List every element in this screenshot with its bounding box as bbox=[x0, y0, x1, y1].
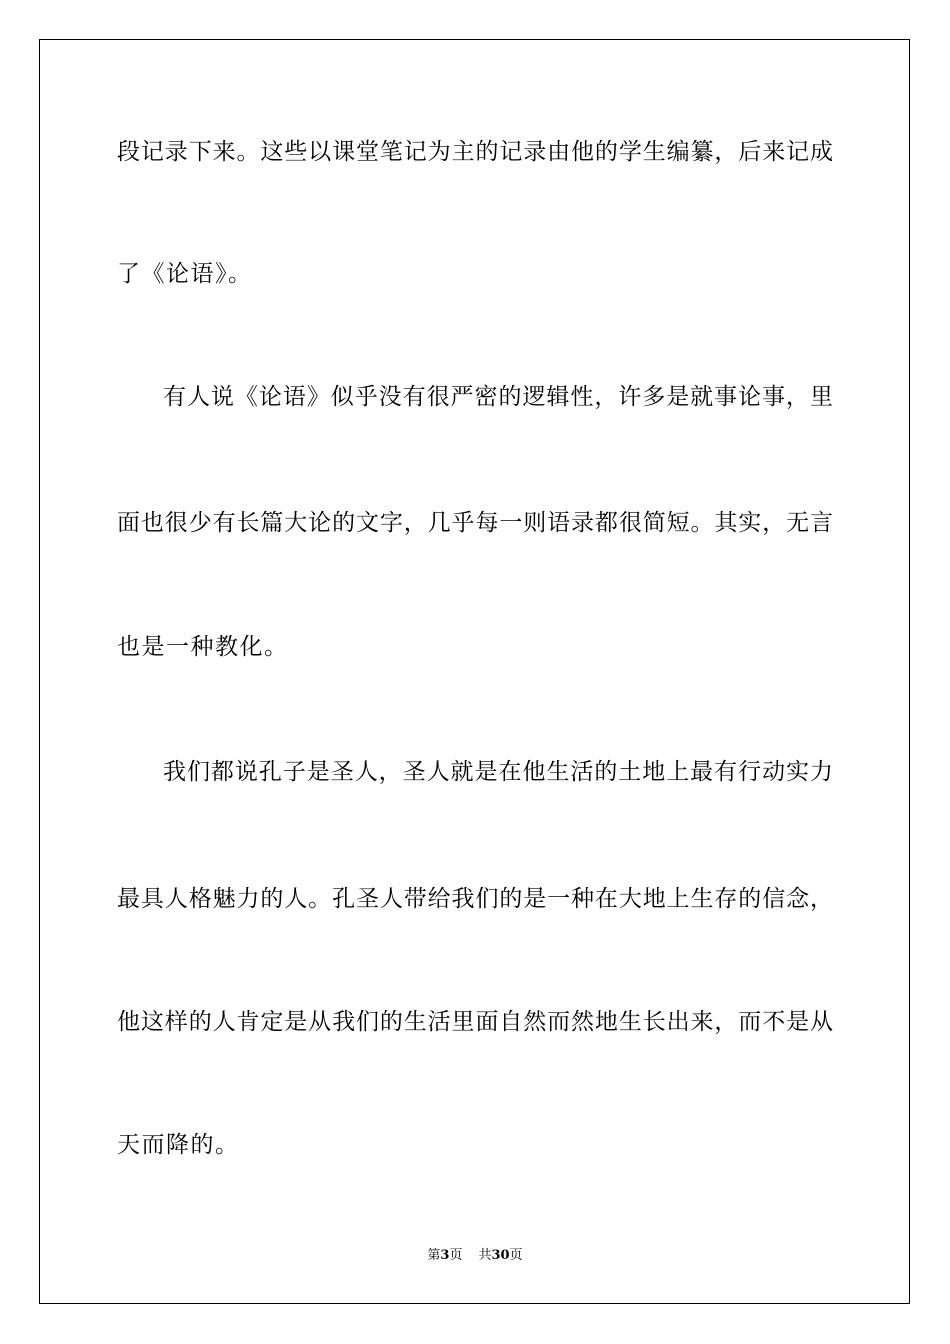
total-prefix: 共 bbox=[478, 1248, 492, 1263]
body-line-6: 我们都说孔子是圣人，圣人就是在他生活的土地上最有行动实力 bbox=[163, 759, 833, 785]
body-line-5: 也是一种教化。 bbox=[117, 634, 289, 660]
page-prefix: 第 bbox=[427, 1248, 441, 1263]
body-line-2: 了《论语》。 bbox=[117, 261, 253, 287]
page-border bbox=[39, 39, 910, 1304]
total-pages: 30 bbox=[491, 1248, 510, 1263]
page-footer bbox=[0, 1247, 950, 1265]
body-line-9: 天而降的。 bbox=[117, 1132, 240, 1158]
body-line-7: 最具人格魅力的人。孔圣人带给我们的是一种在大地上生存的信念， bbox=[117, 886, 833, 912]
page-suffix: 页 bbox=[449, 1248, 463, 1263]
body-line-8: 他这样的人肯定是从我们的生活里面自然而然地生长出来，而不是从 bbox=[117, 1009, 833, 1035]
body-line-1: 段记录下来。这些以课堂笔记为主的记录由他的学生编纂，后来记成 bbox=[117, 139, 833, 165]
body-line-3: 有人说《论语》似乎没有很严密的逻辑性，许多是就事论事，里 bbox=[163, 384, 833, 410]
body-line-4: 面也很少有长篇大论的文字，几乎每一则语录都很简短。其实，无言 bbox=[117, 510, 833, 536]
page-number: 3 bbox=[440, 1248, 450, 1263]
total-suffix: 页 bbox=[509, 1248, 523, 1263]
